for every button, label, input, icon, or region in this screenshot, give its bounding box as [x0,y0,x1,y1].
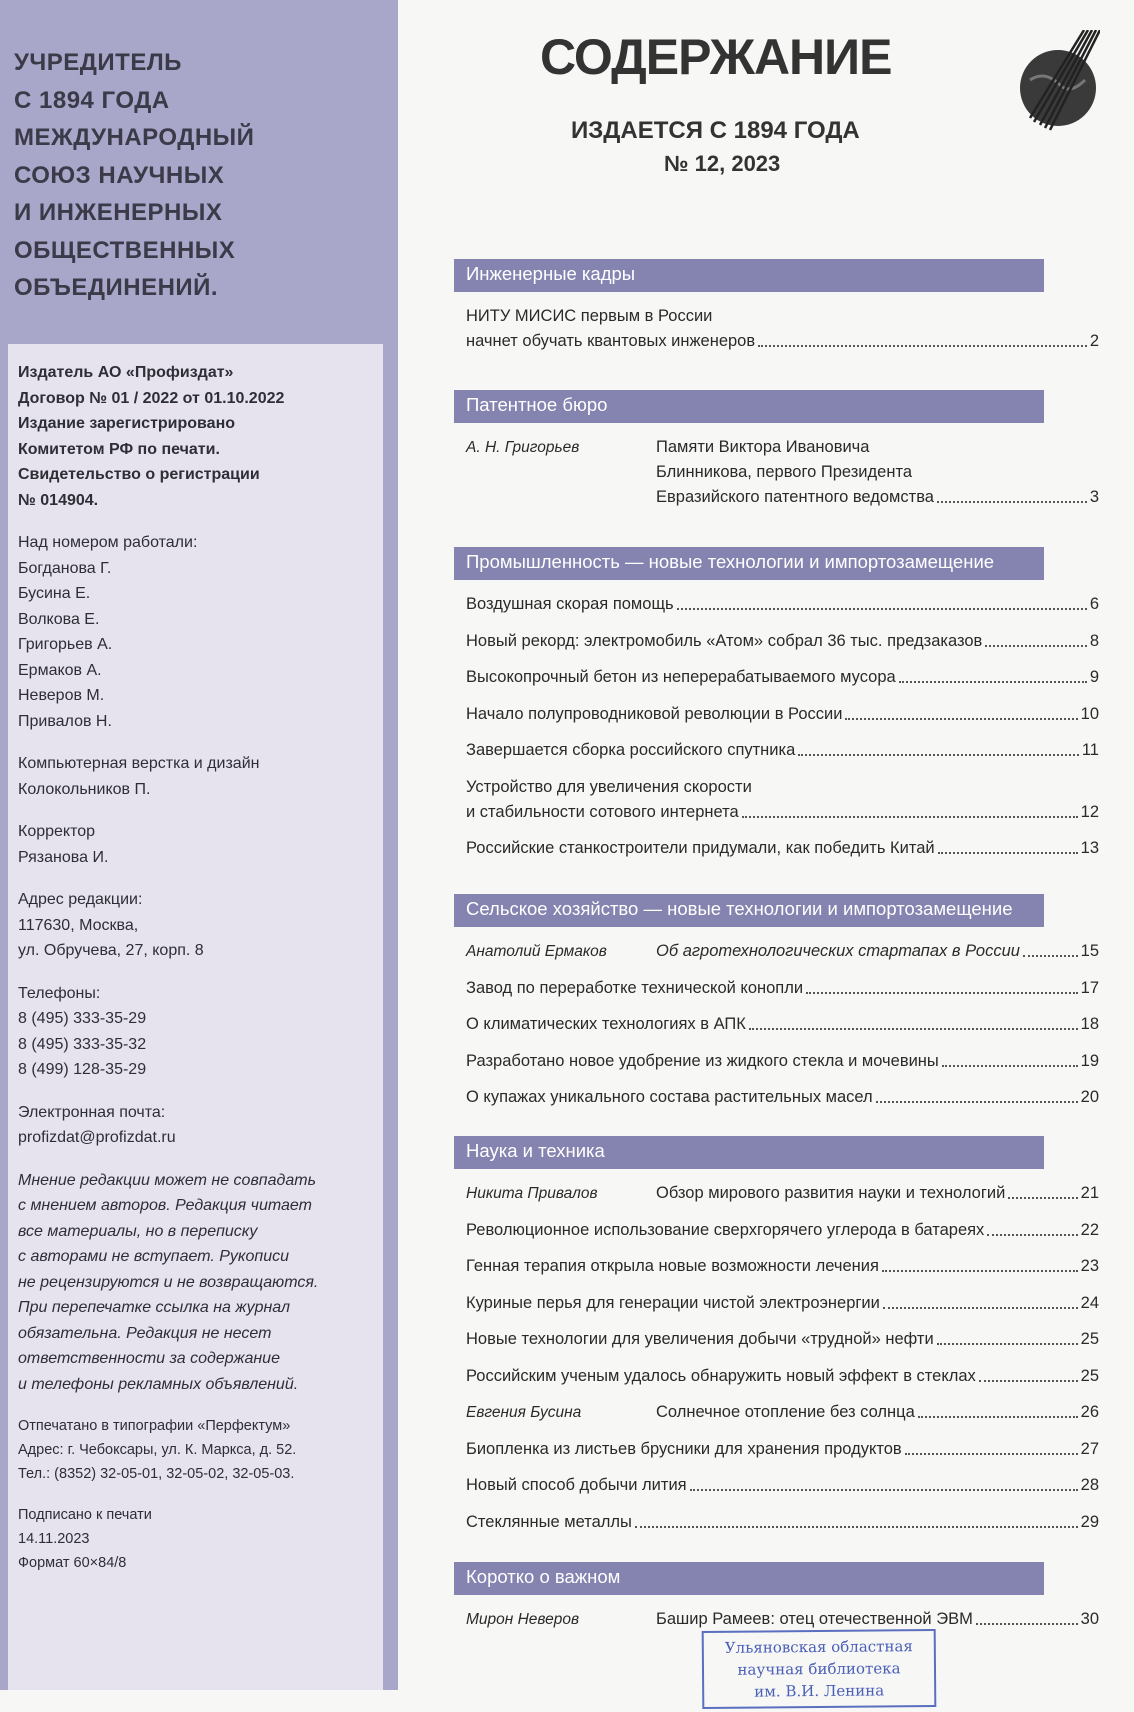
dot-leader [938,836,1078,854]
entry-last-line [466,329,1099,354]
entry-title [466,775,1099,825]
imprint-box [8,344,383,1690]
founder-line: И ИНЖЕНЕРНЫХ [14,199,223,226]
dot-leader [882,1254,1078,1272]
entry-title [466,738,1099,763]
disclaimer-line: и телефоны рекламных объявлений. [18,1375,299,1393]
entry-title [466,304,1099,354]
entry-title-line: Высокопрочный бетон из неперерабатываемого мусора [466,668,896,686]
page-number: 10 [1080,704,1099,723]
dot-leader [798,738,1079,756]
entry-last-line [466,1218,1099,1243]
page-number: 28 [1080,1476,1099,1494]
founder-line: СОЮЗ НАУЧНЫХ [14,161,225,189]
page-number: 25 [1080,1366,1099,1385]
entry-author: Анатолий Ермаков [466,943,607,960]
entry-title [466,1364,1099,1389]
section-heading: Наука и техника [454,1136,1044,1169]
entry-last-line [656,1607,1099,1632]
toc-entry[interactable] [454,1012,1099,1037]
page-number: 23 [1080,1257,1099,1275]
entry-title [466,1254,1099,1279]
dot-leader [942,1049,1078,1067]
dot-leader [899,665,1087,683]
page-number: 29 [1080,1512,1099,1531]
phones-block [18,981,373,1083]
globe-logo-icon [1010,30,1100,150]
entry-title-line: Об агротехнологических стартапах в России [656,942,1020,960]
address-label: Адрес редакции: [18,891,143,908]
publisher-line: Издатель АО «Профиздат» [18,364,234,381]
toc-entry[interactable] [454,1364,1099,1389]
entry-last-line [466,800,1099,825]
dot-leader [742,800,1078,818]
disclaimer-line: обязательна. Редакция не несет [18,1324,272,1342]
page-number: 22 [1080,1220,1099,1239]
toc-entry[interactable] [454,1085,1099,1110]
page-number: 9 [1089,668,1099,686]
dot-leader [918,1400,1078,1418]
entry-title-line: начнет обучать квантовых инженеров [466,332,756,350]
staff-label: Над номером работали: [18,534,198,551]
entry-title-line: Солнечное отопление без солнца [656,1403,915,1421]
entry-last-line [466,1049,1099,1074]
toc-entry[interactable] [454,775,1099,825]
corrector-block [18,819,373,870]
signed-line: Формат 60×84/8 [18,1555,127,1571]
entry-title-line: НИТУ МИСИС первым в России [466,307,713,325]
dot-leader [979,1364,1078,1382]
toc-section [454,894,1099,1122]
page-number: 2 [1089,332,1099,350]
masthead-panel [0,0,398,1690]
dot-leader [690,1473,1078,1491]
section-heading: Инженерные кадры [454,259,1044,292]
toc-entry[interactable] [454,1400,1099,1425]
email-block [18,1100,373,1151]
entry-title-line: Памяти Виктора Ивановича [656,438,870,456]
address-line: 117630, Москва, [18,916,139,934]
publisher-line: Издание зарегистрировано [18,415,236,432]
entry-title [466,629,1099,654]
page-number: 30 [1080,1610,1099,1628]
entry-title [656,435,1099,510]
dot-leader [905,1437,1078,1455]
entry-title-line: Куриные перья для генерации чистой электроэнергии [466,1293,880,1312]
dot-leader [677,592,1087,610]
entry-last-line [466,976,1099,1001]
staff-name: Богданова Г. [18,559,112,577]
founder-title [14,44,254,307]
entry-title-line: Российским ученым удалось обнаружить новый эффект в стеклах [466,1366,976,1385]
entry-last-line [466,592,1099,617]
toc-entry[interactable] [454,1049,1099,1074]
staff-name: Привалов Н. [18,712,112,730]
publisher-line: Комитетом РФ по печати. [18,440,220,458]
stamp-line: Ульяновская областная [724,1637,913,1657]
toc-entry[interactable] [454,939,1099,964]
toc-entry[interactable] [454,1327,1099,1352]
dot-leader [987,1218,1077,1236]
entry-title [466,1049,1099,1074]
phones-label: Телефоны: [18,984,101,1002]
dot-leader [937,1327,1078,1345]
section-heading: Промышленность — новые технологии и импортозамещение [454,547,1044,580]
entry-last-line [656,485,1099,510]
entry-last-line [466,1085,1099,1110]
toc-section [454,259,1099,366]
toc-entry[interactable] [454,665,1099,690]
print-line: Адрес: г. Чебоксары, ул. К. Маркса, д. 52. [18,1442,297,1458]
entry-last-line [466,1473,1099,1498]
entry-last-line [466,1012,1099,1037]
entry-last-line [656,1400,1099,1425]
staff-name: Ермаков А. [18,661,102,679]
signed-line: Подписано к печати [18,1507,152,1523]
entry-title [466,1437,1099,1462]
staff-name: Бусина Е. [18,585,91,602]
entry-title-line: Стеклянные металлы [466,1512,632,1531]
toc-entry[interactable] [454,976,1099,1001]
disclaimer-line: не рецензируются и не возвращаются. [18,1273,319,1291]
toc-entry[interactable] [454,629,1099,654]
corrector-name: Рязанова И. [18,848,109,866]
publisher-line: Договор № 01 / 2022 от 01.10.2022 [18,389,285,407]
page-title: СОДЕРЖАНИЕ [540,29,892,85]
entry-last-line [466,702,1099,727]
entry-title [466,1218,1099,1243]
disclaimer-line: Мнение редакции может не совпадать [18,1171,316,1189]
dot-leader [883,1291,1078,1309]
dot-leader [845,702,1077,720]
entry-title-line: Революционное использование сверхгорячего углерода в батареях [466,1220,985,1239]
toc-entry[interactable] [454,304,1099,354]
toc-entry[interactable] [454,1510,1099,1535]
entry-last-line [466,1291,1099,1316]
publisher-line: Свидетельство о регистрации [18,466,260,483]
page-number: 17 [1080,978,1099,997]
entry-title-line: Биопленка из листьев брусники для хранения продуктов [466,1439,902,1458]
entry-title [466,836,1099,861]
toc-section [454,547,1099,873]
disclaimer-line: При перепечатке ссылка на журнал [18,1299,291,1316]
toc-section [454,1136,1099,1546]
entry-title [466,1291,1099,1316]
entry-title-line: Начало полупроводниковой революции в России [466,704,843,723]
dot-leader [985,629,1087,647]
stamp-line: научная библиотека [737,1659,901,1679]
toc-entry[interactable] [454,1218,1099,1243]
entry-last-line [466,665,1099,690]
dot-leader [749,1012,1078,1030]
publisher-line-block [18,360,373,513]
email-label: Электронная почта: [18,1103,166,1121]
dot-leader [1023,939,1078,957]
issue-number: № 12, 2023 [664,151,781,176]
dot-leader [635,1510,1078,1528]
toc-entry[interactable] [454,836,1099,861]
page-number: 26 [1080,1403,1099,1421]
page-number: 19 [1080,1051,1099,1070]
section-heading: Коротко о важном [454,1562,1044,1595]
page-number: 24 [1080,1293,1099,1312]
entry-author: Мирон Неверов [466,1611,580,1628]
toc-entry[interactable] [454,1291,1099,1316]
page-number: 8 [1089,631,1099,650]
entry-title [656,939,1099,964]
entry-title-line: О климатических технологиях в АПК [466,1015,746,1033]
toc-entry[interactable] [454,592,1099,617]
toc-entry[interactable] [454,1437,1099,1462]
layout-label: Компьютерная верстка и дизайн [18,755,260,772]
entry-author: А. Н. Григорьев [466,439,580,456]
section-heading: Сельское хозяйство — новые технологии и импортозамещение [454,894,1044,927]
dot-leader [1008,1181,1077,1199]
section-heading: Патентное бюро [454,390,1044,423]
entry-author: Никита Привалов [466,1185,598,1202]
entry-title [466,1012,1099,1037]
page-number: 20 [1080,1088,1099,1106]
entry-last-line [466,1327,1099,1352]
dot-leader [976,1607,1078,1625]
dot-leader [937,485,1087,503]
address-line: ул. Обручева, 27, корп. 8 [18,942,204,959]
entry-last-line [466,1254,1099,1279]
entry-title-line: Блинникова, первого Президента [656,463,912,481]
signed-line: 14.11.2023 [18,1531,90,1547]
staff-block [18,530,373,734]
entry-title-line: Воздушная скорая помощь [466,595,674,613]
founder-line: С 1894 ГОДА [14,86,170,114]
entry-title-line: и стабильности сотового интернета [466,802,739,821]
page-number: 27 [1080,1439,1099,1458]
toc-entry[interactable] [454,1473,1099,1498]
layout-name: Колокольников П. [18,780,151,798]
disclaimer-line-block [18,1168,373,1398]
print-line-block [18,1414,373,1486]
layout-block [18,751,373,802]
toc-entry[interactable] [454,1607,1099,1632]
entry-title [466,976,1099,1001]
entry-title-line: Российские станкостроители придумали, как победить Китай [466,839,935,857]
entry-last-line [466,836,1099,861]
page-number: 12 [1080,802,1099,821]
entry-last-line [656,1181,1099,1206]
staff-name: Неверов М. [18,687,105,704]
entry-title [656,1181,1099,1206]
page-number: 3 [1089,488,1099,506]
entry-title [656,1400,1099,1425]
entry-title-line: Генная терапия открыла новые возможности лечения [466,1257,879,1275]
signed-line-block [18,1503,373,1575]
page-number: 21 [1080,1184,1099,1202]
entry-last-line [466,629,1099,654]
page-number: 18 [1080,1015,1099,1033]
page-number: 25 [1080,1330,1099,1348]
address-block [18,887,373,964]
disclaimer-line: все материалы, но в переписку [18,1222,258,1240]
entry-title-line: Башир Рамеев: отец отечественной ЭВМ [656,1610,973,1628]
phone-number: 8 (499) 128-35-29 [18,1061,147,1078]
entry-title [466,1327,1099,1352]
corrector-label: Корректор [18,823,96,840]
entry-title [466,1473,1099,1498]
publisher-line: № 014904. [18,491,99,509]
founder-line: УЧРЕДИТЕЛЬ [14,49,182,76]
entry-title [466,702,1099,727]
entry-title-line: О купажах уникального состава растительных масел [466,1088,873,1106]
toc-entry[interactable] [454,1254,1099,1279]
toc-entry[interactable] [454,702,1099,727]
entry-title-line: Завод по переработке технической конопли [466,978,804,997]
founder-line: МЕЖДУНАРОДНЫЙ [14,124,255,151]
entry-last-line [466,1364,1099,1389]
page-number: 11 [1081,741,1099,759]
entry-title [466,1510,1099,1535]
entry-title-line: Завершается сборка российского спутника [466,741,796,759]
staff-name: Волкова Е. [18,610,100,628]
dot-leader [806,976,1078,994]
entry-last-line [466,738,1099,763]
dot-leader [876,1085,1078,1103]
disclaimer-line: с мнением авторов. Редакция читает [18,1197,312,1214]
entry-title-line: Обзор мирового развития науки и технологий [656,1184,1006,1202]
print-line: Отпечатано в типографии «Перфектум» [18,1418,291,1434]
founder-line: ОБЪЕДИНЕНИЙ. [14,274,219,301]
page-number: 13 [1080,839,1099,857]
founder-line: ОБЩЕСТВЕННЫХ [14,236,236,264]
subtitle: ИЗДАЕТСЯ С 1894 ГОДА [571,117,860,144]
entry-last-line [656,939,1099,964]
staff-name: Григорьев А. [18,636,113,653]
entry-title-line: Разработано новое удобрение из жидкого стекла и мочевины [466,1051,939,1070]
email-address: profizdat@profizdat.ru [18,1129,176,1146]
stamp-line: им. В.И. Ленина [754,1681,885,1701]
toc-entry[interactable] [454,435,1099,510]
entry-last-line [466,1437,1099,1462]
disclaimer-line: ответственности за содержание [18,1350,280,1367]
page-number: 15 [1080,942,1099,960]
toc-entry[interactable] [454,1181,1099,1206]
entry-last-line [466,1510,1099,1535]
entry-title-line: Устройство для увеличения скорости [466,777,752,796]
page-number: 6 [1089,595,1099,613]
entry-title-line: Евразийского патентного ведомства [656,488,934,506]
entry-title-line: Новый рекорд: электромобиль «Атом» собрал 36 тыс. предзаказов [466,631,983,650]
entry-title [466,592,1099,617]
disclaimer-line: с авторами не вступает. Рукописи [18,1248,289,1265]
entry-title-line: Новые технологии для увеличения добычи «трудной» нефти [466,1330,934,1348]
entry-title [656,1607,1099,1632]
dot-leader [758,329,1087,347]
print-line: Тел.: (8352) 32-05-01, 32-05-02, 32-05-03. [18,1466,295,1482]
entry-author: Евгения Бусина [466,1404,582,1421]
entry-title [466,1085,1099,1110]
toc-entry[interactable] [454,738,1099,763]
library-stamp [702,1629,937,1709]
toc-section [454,390,1099,522]
phone-number: 8 (495) 333-35-29 [18,1010,147,1027]
phone-number: 8 (495) 333-35-32 [18,1035,147,1053]
entry-title-line: Новый способ добычи лития [466,1476,687,1494]
entry-title [466,665,1099,690]
